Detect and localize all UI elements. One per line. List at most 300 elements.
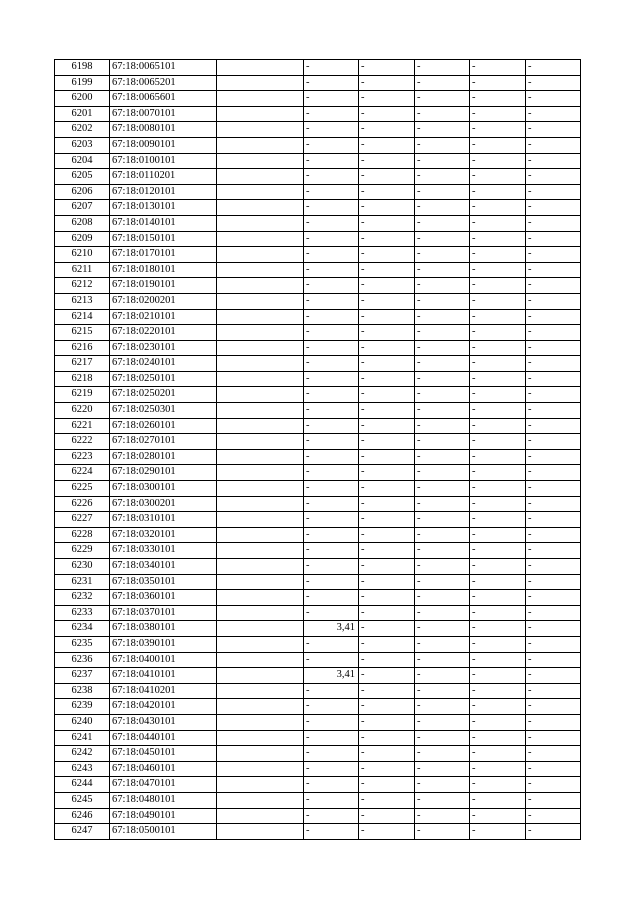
row-number-cell: 6202 (55, 122, 110, 138)
row-number-cell: 6215 (55, 325, 110, 341)
table-row (55, 60, 581, 76)
value-cell-6: - (526, 106, 581, 122)
value-cell-5: - (470, 543, 526, 559)
row-number-cell: 6230 (55, 559, 110, 575)
table-row (55, 465, 581, 481)
value-cell-2: - (304, 761, 359, 777)
value-cell-6: - (526, 262, 581, 278)
cadastral-code-cell: 67:18:0310101 (110, 512, 217, 528)
value-cell-2: - (304, 714, 359, 730)
value-cell-2: - (304, 60, 359, 76)
value-cell-4: - (415, 605, 470, 621)
value-cell-5: - (470, 371, 526, 387)
value-cell-5: - (470, 668, 526, 684)
value-cell-6: - (526, 621, 581, 637)
value-cell-5: - (470, 481, 526, 497)
cadastral-code-cell: 67:18:0250301 (110, 403, 217, 419)
row-number-cell: 6207 (55, 200, 110, 216)
value-cell-5: - (470, 106, 526, 122)
value-cell-3: - (359, 293, 415, 309)
table-row (55, 574, 581, 590)
value-cell-4: - (415, 527, 470, 543)
value-cell-2: - (304, 496, 359, 512)
value-cell-6: - (526, 184, 581, 200)
value-cell-3: - (359, 247, 415, 263)
cadastral-code-cell: 67:18:0340101 (110, 559, 217, 575)
value-cell-3: - (359, 169, 415, 185)
value-cell-6: - (526, 169, 581, 185)
value-cell-6: - (526, 574, 581, 590)
value-cell-1 (217, 169, 304, 185)
value-cell-5: - (470, 465, 526, 481)
value-cell-4: - (415, 356, 470, 372)
cadastral-code-cell: 67:18:0140101 (110, 215, 217, 231)
value-cell-5: - (470, 746, 526, 762)
value-cell-6: - (526, 481, 581, 497)
value-cell-5: - (470, 434, 526, 450)
cadastral-code-cell: 67:18:0410201 (110, 683, 217, 699)
value-cell-2: - (304, 200, 359, 216)
value-cell-1 (217, 184, 304, 200)
value-cell-4: - (415, 792, 470, 808)
value-cell-5: - (470, 137, 526, 153)
row-number-cell: 6203 (55, 137, 110, 153)
value-cell-2: - (304, 106, 359, 122)
value-cell-1 (217, 699, 304, 715)
value-cell-4: - (415, 465, 470, 481)
value-cell-3: - (359, 278, 415, 294)
value-cell-5: - (470, 60, 526, 76)
value-cell-5: - (470, 683, 526, 699)
value-cell-4: - (415, 122, 470, 138)
value-cell-1 (217, 356, 304, 372)
value-cell-6: - (526, 527, 581, 543)
value-cell-1 (217, 200, 304, 216)
cadastral-code-cell: 67:18:0190101 (110, 278, 217, 294)
value-cell-5: - (470, 652, 526, 668)
value-cell-4: - (415, 60, 470, 76)
table-row (55, 403, 581, 419)
value-cell-5: - (470, 636, 526, 652)
value-cell-3: - (359, 621, 415, 637)
value-cell-1 (217, 309, 304, 325)
value-cell-4: - (415, 496, 470, 512)
row-number-cell: 6239 (55, 699, 110, 715)
row-number-cell: 6208 (55, 215, 110, 231)
row-number-cell: 6241 (55, 730, 110, 746)
value-cell-3: - (359, 215, 415, 231)
value-cell-3: - (359, 481, 415, 497)
value-cell-4: - (415, 636, 470, 652)
row-number-cell: 6233 (55, 605, 110, 621)
value-cell-2: - (304, 215, 359, 231)
row-number-cell: 6221 (55, 418, 110, 434)
table-row (55, 309, 581, 325)
value-cell-6: - (526, 668, 581, 684)
cadastral-code-cell: 67:18:0290101 (110, 465, 217, 481)
table-row (55, 122, 581, 138)
row-number-cell: 6229 (55, 543, 110, 559)
value-cell-4: - (415, 387, 470, 403)
value-cell-3: - (359, 559, 415, 575)
value-cell-3: - (359, 387, 415, 403)
value-cell-2: - (304, 278, 359, 294)
value-cell-2: - (304, 465, 359, 481)
value-cell-4: - (415, 777, 470, 793)
table-row (55, 512, 581, 528)
value-cell-4: - (415, 574, 470, 590)
value-cell-2: - (304, 808, 359, 824)
cadastral-code-cell: 67:18:0450101 (110, 746, 217, 762)
value-cell-5: - (470, 325, 526, 341)
value-cell-1 (217, 293, 304, 309)
row-number-cell: 6227 (55, 512, 110, 528)
row-number-cell: 6243 (55, 761, 110, 777)
value-cell-3: - (359, 792, 415, 808)
table-row (55, 808, 581, 824)
value-cell-1 (217, 262, 304, 278)
value-cell-6: - (526, 777, 581, 793)
row-number-cell: 6237 (55, 668, 110, 684)
value-cell-6: - (526, 746, 581, 762)
cadastral-code-cell: 67:18:0410101 (110, 668, 217, 684)
value-cell-6: - (526, 309, 581, 325)
value-cell-4: - (415, 371, 470, 387)
table-row (55, 356, 581, 372)
value-cell-3: - (359, 761, 415, 777)
value-cell-6: - (526, 137, 581, 153)
value-cell-2: - (304, 512, 359, 528)
value-cell-3: - (359, 309, 415, 325)
table-row (55, 215, 581, 231)
value-cell-4: - (415, 668, 470, 684)
value-cell-5: - (470, 231, 526, 247)
cadastral-code-cell: 67:18:0280101 (110, 449, 217, 465)
value-cell-2: - (304, 418, 359, 434)
value-cell-5: - (470, 559, 526, 575)
table-row (55, 184, 581, 200)
value-cell-2: - (304, 247, 359, 263)
value-cell-1 (217, 543, 304, 559)
row-number-cell: 6232 (55, 590, 110, 606)
value-cell-6: - (526, 683, 581, 699)
value-cell-6: - (526, 496, 581, 512)
value-cell-4: - (415, 621, 470, 637)
row-number-cell: 6247 (55, 824, 110, 840)
table-row (55, 605, 581, 621)
cadastral-code-cell: 67:18:0065201 (110, 75, 217, 91)
cadastral-code-cell: 67:18:0080101 (110, 122, 217, 138)
value-cell-2: - (304, 293, 359, 309)
value-cell-2: - (304, 75, 359, 91)
value-cell-1 (217, 824, 304, 840)
value-cell-5: - (470, 730, 526, 746)
value-cell-2: - (304, 746, 359, 762)
value-cell-2: - (304, 434, 359, 450)
table-row (55, 91, 581, 107)
cadastral-code-cell: 67:18:0250201 (110, 387, 217, 403)
value-cell-4: - (415, 340, 470, 356)
row-number-cell: 6218 (55, 371, 110, 387)
cadastral-code-cell: 67:18:0330101 (110, 543, 217, 559)
value-cell-1 (217, 325, 304, 341)
value-cell-6: - (526, 325, 581, 341)
value-cell-1 (217, 340, 304, 356)
cadastral-code-cell: 67:18:0250101 (110, 371, 217, 387)
value-cell-1 (217, 387, 304, 403)
value-cell-4: - (415, 91, 470, 107)
row-number-cell: 6223 (55, 449, 110, 465)
value-cell-4: - (415, 559, 470, 575)
value-cell-2: 3,41 (304, 621, 359, 637)
value-cell-3: - (359, 590, 415, 606)
value-cell-3: - (359, 714, 415, 730)
value-cell-6: - (526, 449, 581, 465)
value-cell-6: - (526, 60, 581, 76)
value-cell-1 (217, 153, 304, 169)
value-cell-6: - (526, 122, 581, 138)
value-cell-5: - (470, 278, 526, 294)
cadastral-code-cell: 67:18:0300201 (110, 496, 217, 512)
value-cell-5: - (470, 262, 526, 278)
value-cell-1 (217, 714, 304, 730)
value-cell-5: - (470, 574, 526, 590)
value-cell-3: - (359, 340, 415, 356)
value-cell-2: - (304, 91, 359, 107)
table-row (55, 340, 581, 356)
table-body (55, 60, 581, 840)
value-cell-6: - (526, 605, 581, 621)
value-cell-5: - (470, 512, 526, 528)
value-cell-3: - (359, 496, 415, 512)
value-cell-4: - (415, 262, 470, 278)
table-row (55, 325, 581, 341)
value-cell-1 (217, 636, 304, 652)
value-cell-1 (217, 60, 304, 76)
cadastral-code-cell: 67:18:0150101 (110, 231, 217, 247)
row-number-cell: 6211 (55, 262, 110, 278)
value-cell-5: - (470, 403, 526, 419)
value-cell-1 (217, 792, 304, 808)
value-cell-6: - (526, 403, 581, 419)
cadastral-code-cell: 67:18:0090101 (110, 137, 217, 153)
table-row (55, 792, 581, 808)
table-row (55, 777, 581, 793)
table-row (55, 231, 581, 247)
cadastral-code-cell: 67:18:0350101 (110, 574, 217, 590)
value-cell-3: - (359, 106, 415, 122)
value-cell-2: - (304, 652, 359, 668)
value-cell-2: - (304, 184, 359, 200)
value-cell-3: - (359, 434, 415, 450)
table-row (55, 699, 581, 715)
value-cell-1 (217, 668, 304, 684)
value-cell-3: - (359, 262, 415, 278)
value-cell-6: - (526, 200, 581, 216)
value-cell-6: - (526, 714, 581, 730)
value-cell-2: - (304, 636, 359, 652)
value-cell-6: - (526, 512, 581, 528)
table-row (55, 371, 581, 387)
value-cell-5: - (470, 122, 526, 138)
value-cell-1 (217, 434, 304, 450)
value-cell-2: - (304, 699, 359, 715)
table-row (55, 137, 581, 153)
value-cell-1 (217, 746, 304, 762)
value-cell-5: - (470, 247, 526, 263)
table-row (55, 621, 581, 637)
cadastral-code-cell: 67:18:0490101 (110, 808, 217, 824)
value-cell-3: - (359, 730, 415, 746)
table-row (55, 559, 581, 575)
table-row (55, 636, 581, 652)
value-cell-3: - (359, 605, 415, 621)
table-row (55, 683, 581, 699)
value-cell-1 (217, 761, 304, 777)
value-cell-4: - (415, 325, 470, 341)
value-cell-1 (217, 247, 304, 263)
table-row (55, 824, 581, 840)
value-cell-3: - (359, 574, 415, 590)
value-cell-1 (217, 122, 304, 138)
value-cell-3: - (359, 808, 415, 824)
value-cell-6: - (526, 75, 581, 91)
value-cell-5: - (470, 75, 526, 91)
value-cell-5: - (470, 449, 526, 465)
value-cell-6: - (526, 340, 581, 356)
table-row (55, 481, 581, 497)
value-cell-5: - (470, 699, 526, 715)
value-cell-3: - (359, 91, 415, 107)
table-row (55, 247, 581, 263)
row-number-cell: 6204 (55, 153, 110, 169)
value-cell-3: - (359, 543, 415, 559)
value-cell-1 (217, 91, 304, 107)
value-cell-3: - (359, 465, 415, 481)
cadastral-code-cell: 67:18:0500101 (110, 824, 217, 840)
value-cell-3: - (359, 668, 415, 684)
cadastral-code-cell: 67:18:0370101 (110, 605, 217, 621)
value-cell-2: - (304, 824, 359, 840)
value-cell-5: - (470, 496, 526, 512)
value-cell-1 (217, 683, 304, 699)
value-cell-2: 3,41 (304, 668, 359, 684)
value-cell-5: - (470, 792, 526, 808)
value-cell-1 (217, 449, 304, 465)
table-row (55, 262, 581, 278)
row-number-cell: 6210 (55, 247, 110, 263)
value-cell-2: - (304, 777, 359, 793)
value-cell-6: - (526, 247, 581, 263)
value-cell-4: - (415, 512, 470, 528)
value-cell-1 (217, 808, 304, 824)
value-cell-4: - (415, 449, 470, 465)
value-cell-4: - (415, 200, 470, 216)
cadastral-code-cell: 67:18:0065101 (110, 60, 217, 76)
cadastral-code-cell: 67:18:0380101 (110, 621, 217, 637)
cadastral-code-cell: 67:18:0065601 (110, 91, 217, 107)
table-row (55, 153, 581, 169)
value-cell-1 (217, 75, 304, 91)
value-cell-2: - (304, 527, 359, 543)
value-cell-3: - (359, 403, 415, 419)
value-cell-5: - (470, 824, 526, 840)
value-cell-3: - (359, 231, 415, 247)
value-cell-1 (217, 371, 304, 387)
value-cell-3: - (359, 371, 415, 387)
value-cell-1 (217, 418, 304, 434)
value-cell-5: - (470, 293, 526, 309)
value-cell-3: - (359, 777, 415, 793)
value-cell-3: - (359, 325, 415, 341)
row-number-cell: 6246 (55, 808, 110, 824)
value-cell-4: - (415, 153, 470, 169)
row-number-cell: 6245 (55, 792, 110, 808)
value-cell-4: - (415, 137, 470, 153)
value-cell-2: - (304, 683, 359, 699)
value-cell-5: - (470, 387, 526, 403)
table-row (55, 418, 581, 434)
value-cell-3: - (359, 746, 415, 762)
value-cell-6: - (526, 293, 581, 309)
value-cell-2: - (304, 262, 359, 278)
value-cell-5: - (470, 340, 526, 356)
value-cell-6: - (526, 434, 581, 450)
value-cell-4: - (415, 309, 470, 325)
value-cell-1 (217, 465, 304, 481)
value-cell-1 (217, 590, 304, 606)
value-cell-3: - (359, 699, 415, 715)
table-row (55, 278, 581, 294)
value-cell-2: - (304, 559, 359, 575)
value-cell-2: - (304, 605, 359, 621)
cadastral-code-cell: 67:18:0360101 (110, 590, 217, 606)
row-number-cell: 6212 (55, 278, 110, 294)
value-cell-2: - (304, 356, 359, 372)
value-cell-4: - (415, 247, 470, 263)
row-number-cell: 6217 (55, 356, 110, 372)
table-row (55, 449, 581, 465)
value-cell-2: - (304, 574, 359, 590)
value-cell-3: - (359, 418, 415, 434)
cadastral-code-cell: 67:18:0420101 (110, 699, 217, 715)
cadastral-code-cell: 67:18:0180101 (110, 262, 217, 278)
cadastral-code-cell: 67:18:0260101 (110, 418, 217, 434)
value-cell-5: - (470, 184, 526, 200)
value-cell-3: - (359, 184, 415, 200)
value-cell-6: - (526, 761, 581, 777)
value-cell-1 (217, 278, 304, 294)
value-cell-6: - (526, 808, 581, 824)
cadastral-code-cell: 67:18:0390101 (110, 636, 217, 652)
row-number-cell: 6234 (55, 621, 110, 637)
value-cell-1 (217, 730, 304, 746)
cadastral-code-cell: 67:18:0470101 (110, 777, 217, 793)
value-cell-2: - (304, 153, 359, 169)
cadastral-code-cell: 67:18:0460101 (110, 761, 217, 777)
value-cell-3: - (359, 122, 415, 138)
value-cell-5: - (470, 169, 526, 185)
value-cell-6: - (526, 231, 581, 247)
value-cell-6: - (526, 824, 581, 840)
row-number-cell: 6219 (55, 387, 110, 403)
value-cell-4: - (415, 481, 470, 497)
table-row (55, 590, 581, 606)
table-row (55, 106, 581, 122)
value-cell-3: - (359, 824, 415, 840)
value-cell-5: - (470, 777, 526, 793)
value-cell-5: - (470, 808, 526, 824)
